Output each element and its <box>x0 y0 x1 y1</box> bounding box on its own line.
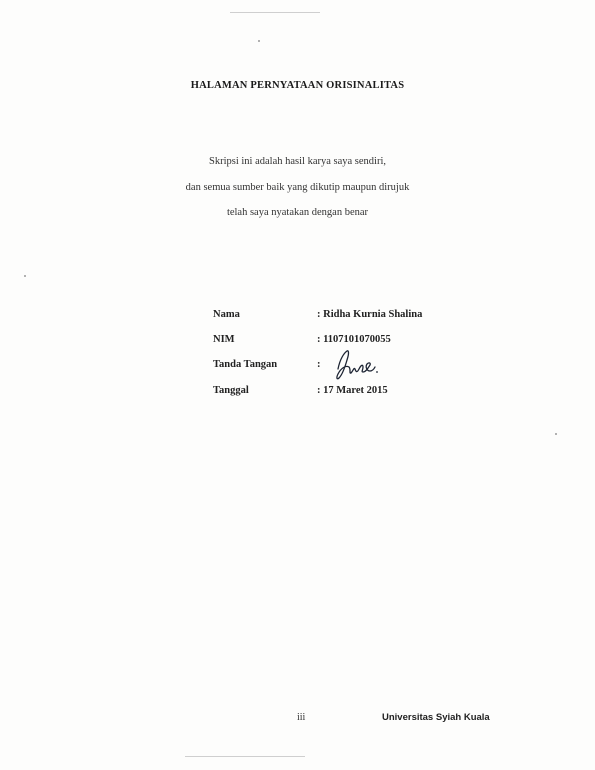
field-value-tanda-tangan: : <box>317 359 321 370</box>
statement-line-2: dan semua sumber baik yang dikutip maupun dirujuk <box>185 182 410 193</box>
page-title: HALAMAN PERNYATAAN ORISINALITAS <box>190 80 405 91</box>
field-label-nim: NIM <box>213 334 235 345</box>
institution-name: Universitas Syiah Kuala <box>382 712 490 723</box>
scan-artifact-top <box>230 12 320 13</box>
statement-line-3: telah saya nyatakan dengan benar <box>226 207 369 218</box>
field-value-tanggal: : 17 Maret 2015 <box>317 385 388 396</box>
statement-line-1: Skripsi ini adalah hasil karya saya sendiri, <box>209 156 386 167</box>
handwritten-signature <box>330 345 380 383</box>
page-number: iii <box>297 712 306 723</box>
scan-speck <box>555 433 557 435</box>
field-label-tanda-tangan: Tanda Tangan <box>213 359 278 370</box>
field-label-tanggal: Tanggal <box>213 385 249 396</box>
scan-speck <box>258 40 260 42</box>
field-value-nama: : Ridha Kurnia Shalina <box>317 309 423 320</box>
field-value-nim: : 1107101070055 <box>317 334 391 345</box>
field-label-nama: Nama <box>213 309 240 320</box>
scan-artifact-bottom <box>185 756 305 757</box>
scan-speck <box>24 275 26 277</box>
